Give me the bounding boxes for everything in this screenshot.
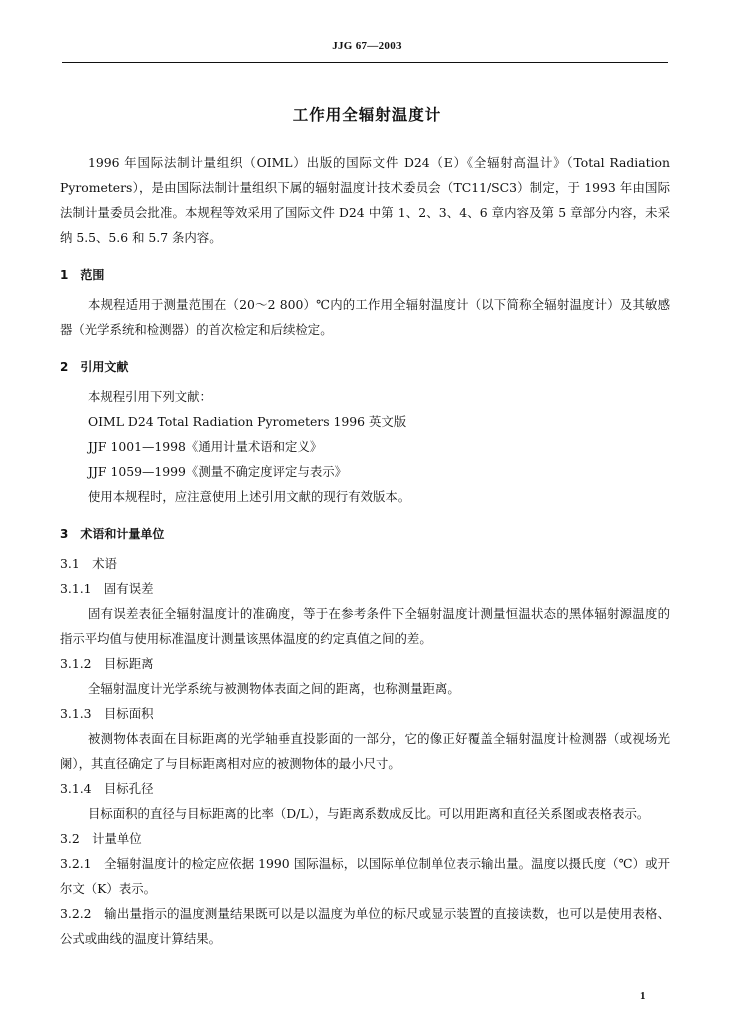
section-3-1-3-body: 被测物体表面在目标距离的光学轴垂直投影面的一部分，它的像正好覆盖全辐射温度计检测器（或视场光阑），其直径确定了与目标距离相对应的被测物体的最小尺寸。 [60,731,670,771]
header-code: JJG 67—2003 [332,40,402,52]
section-1-heading: 1 范围 [60,268,105,282]
section-3-2-2: 3.2.2 输出量指示的温度测量结果既可以是以温度为单位的标尺或显示装置的直接读数，也可以是使用表格、公式或曲线的温度计算结果。 [60,906,670,946]
section-3-1-1-body: 固有误差表征全辐射温度计的准确度，等于在参考条件下全辐射温度计测量恒温状态的黑体辐射源温度的指示平均值与使用标准温度计测量该黑体温度的约定真值之间的差。 [60,606,670,646]
document-body [60,150,670,951]
section-2-heading: 2 引用文献 [60,360,129,374]
ref-note: 使用本规程时，应注意使用上述引用文献的现行有效版本。 [88,489,411,504]
section-1-body: 本规程适用于测量范围在（20～2 800）℃内的工作用全辐射温度计（以下简称全辐射温度计）及其敏感器（光学系统和检测器）的首次检定和后续检定。 [60,297,670,337]
section-3-1-heading: 3.1 术语 [60,556,117,571]
section-3-1-1-heading: 3.1.1 固有误差 [60,581,154,596]
ref-item-jjf1059: JJF 1059—1999《测量不确定度评定与表示》 [88,464,348,479]
section-3-heading: 3 术语和计量单位 [60,527,165,541]
ref-item-jjf1001: JJF 1001—1998《通用计量术语和定义》 [88,439,323,454]
header-rule [62,62,668,63]
intro-paragraph: 1996 年国际法制计量组织（OIML）出版的国际文件 D24（E）《全辐射高温计》（Total Radiation Pyrometers），是由国际法制计量组织下属的辐射温度计技术委员会（TC11/SC3）制定，于 1993 年由国际法制计量委员会批准。本规程等效采用了国际文件 D24 中第 1、2、3、4、6 章内容及第 5 章部分内容，未采纳 5.5、5.6 和 5.7 条内容。 [60,155,670,245]
section-3-2-1: 3.2.1 全辐射温度计的检定应依据 1990 国际温标，以国际单位制单位表示输出量。温度以摄氏度（℃）或开尔文（K）表示。 [60,856,670,896]
doc-title: 工作用全辐射温度计 [292,106,442,124]
section-3-1-3-heading: 3.1.3 目标面积 [60,706,154,721]
section-3-1-2-body: 全辐射温度计光学系统与被测物体表面之间的距离，也称测量距离。 [88,681,460,696]
ref-item-oiml: OIML D24 Total Radiation Pyrometers 1996 英文版 [88,414,407,429]
section-3-1-4-body: 目标面积的直径与目标距离的比率（D/L），与距离系数成反比。可以用距离和直径关系图或表格表示。 [88,806,650,821]
section-3-1-2-heading: 3.1.2 目标距离 [60,656,154,671]
section-3-2-heading: 3.2 计量单位 [60,831,142,846]
page-number: 1 [640,990,646,1002]
section-3-1-4-heading: 3.1.4 目标孔径 [60,781,154,796]
ref-intro: 本规程引用下列文献： [88,389,212,404]
